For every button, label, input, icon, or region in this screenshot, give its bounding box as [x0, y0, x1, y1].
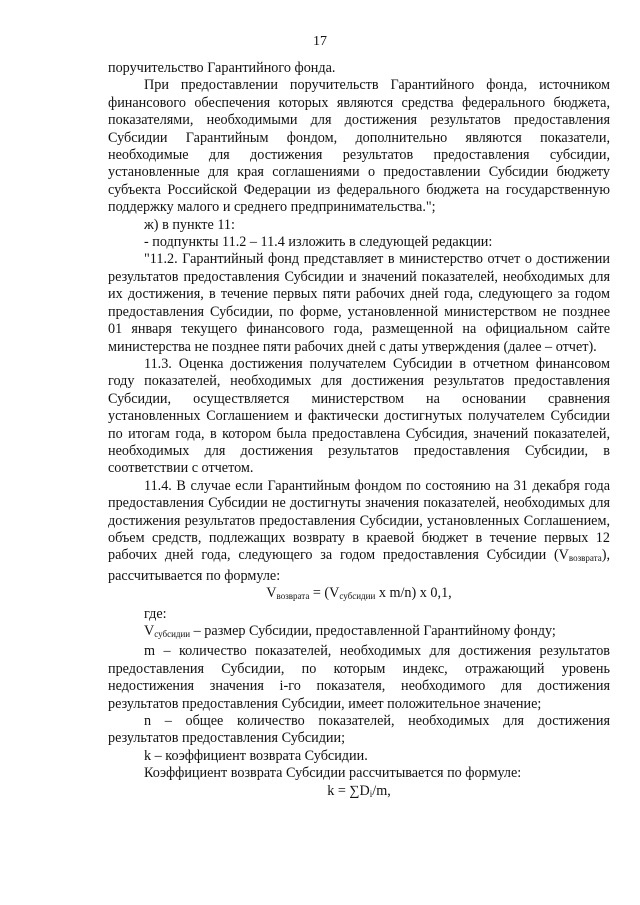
subscript: возврата — [568, 553, 602, 564]
formula-text: k = ∑D — [327, 782, 370, 799]
subscript: субсидии — [339, 591, 376, 602]
formula-text: V — [266, 585, 277, 602]
formula-text: = (V — [309, 585, 340, 602]
formula-coefficient — [108, 783, 610, 803]
formula-text: /m, — [372, 782, 391, 799]
paragraph: "11.2. Гарантийный фонд представляет в министерство отчет о достижении результатов предоставления Субсидии и значений показателей, необходимых для их достижения, в течение первых пяти рабочих дней года, следующего за годом предоставления Субсидии, по форме, установленной министерством не позднее 01 января текущего финансового года, размещенной на официальном сайте министерства не позднее пяти рабочих дней с даты утверждения (далее – отчет). — [108, 251, 610, 355]
subscript: субсидии — [154, 629, 191, 639]
definition: k – коэффициент возврата Субсидии. — [144, 747, 368, 764]
definition-text: – размер Субсидии, предоставленной Гарантийному фонду; — [190, 623, 556, 639]
definition: m – количество показателей, необходимых для достижения результатов предоставления Субсидии, по которым индекс, отражающий уровень недостижения значения i-го показателя, необходимого для достижения результатов предоставления Субсидии, имеет положительное значение; — [108, 643, 610, 712]
paragraph — [108, 478, 610, 585]
paragraph: Коэффициент возврата Субсидии рассчитывается по формуле: — [144, 765, 522, 782]
paragraph-text: ), рассчитывается по формуле: — [108, 547, 610, 584]
paragraph: - подпункты 11.2 – 11.4 изложить в следующей редакции: — [144, 234, 493, 251]
document-body — [108, 60, 610, 803]
paragraph: ж) в пункте 11: — [144, 216, 235, 233]
paragraph: При предоставлении поручительств Гарантийного фонда, источником финансового обеспечения которых являются средства федерального бюджета, показателями, необходимыми для достижения результатов предоставления Субсидии Гарантийным фондом, дополнительно являются показатели, необходимые для достижения результатов предоставления субсидии, установленные для края соглашениями о предоставлении Субсидии бюджету субъекта Российской Федерации из федерального бюджета на государственную поддержку малого и среднего предпринимательства."; — [108, 77, 610, 216]
page-number: 17 — [313, 34, 327, 49]
definition-text: V — [144, 623, 155, 639]
definition: n – общее количество показателей, необходимых для достижения результатов предоставления Субсидии; — [108, 713, 610, 747]
definition — [108, 623, 610, 643]
paragraph-text: 11.4. В случае если Гарантийным фондом по состоянию на 31 декабря года предоставления Субсидии не достигнуты значения показателей, необходимых для достижения результатов предоставления Субсидии, установленных Соглашением, объем средств, подлежащих возврату в краевой бюджет в течение первых 12 рабочих дней года, следующего за годом предоставления Субсидии (V — [108, 477, 610, 564]
paragraph: поручительство Гарантийного фонда. — [108, 60, 336, 76]
paragraph: где: — [144, 605, 167, 622]
paragraph: 11.3. Оценка достижения получателем Субсидии в отчетном финансовом году показателей, необходимых для достижения результатов предоставления Субсидии, осуществляется министерством на основании сравнения установленных Соглашением и фактически достигнутых получателем Субсидии по итогам года, в котором была предоставлена Субсидия, значений показателей, необходимых для достижения результатов предоставления Субсидии, в соответствии с отчетом. — [108, 355, 610, 477]
subscript: i — [369, 788, 373, 799]
formula-text: x m/n) x 0,1, — [375, 585, 452, 602]
subscript: возврата — [276, 591, 310, 602]
formula-return — [108, 585, 610, 605]
